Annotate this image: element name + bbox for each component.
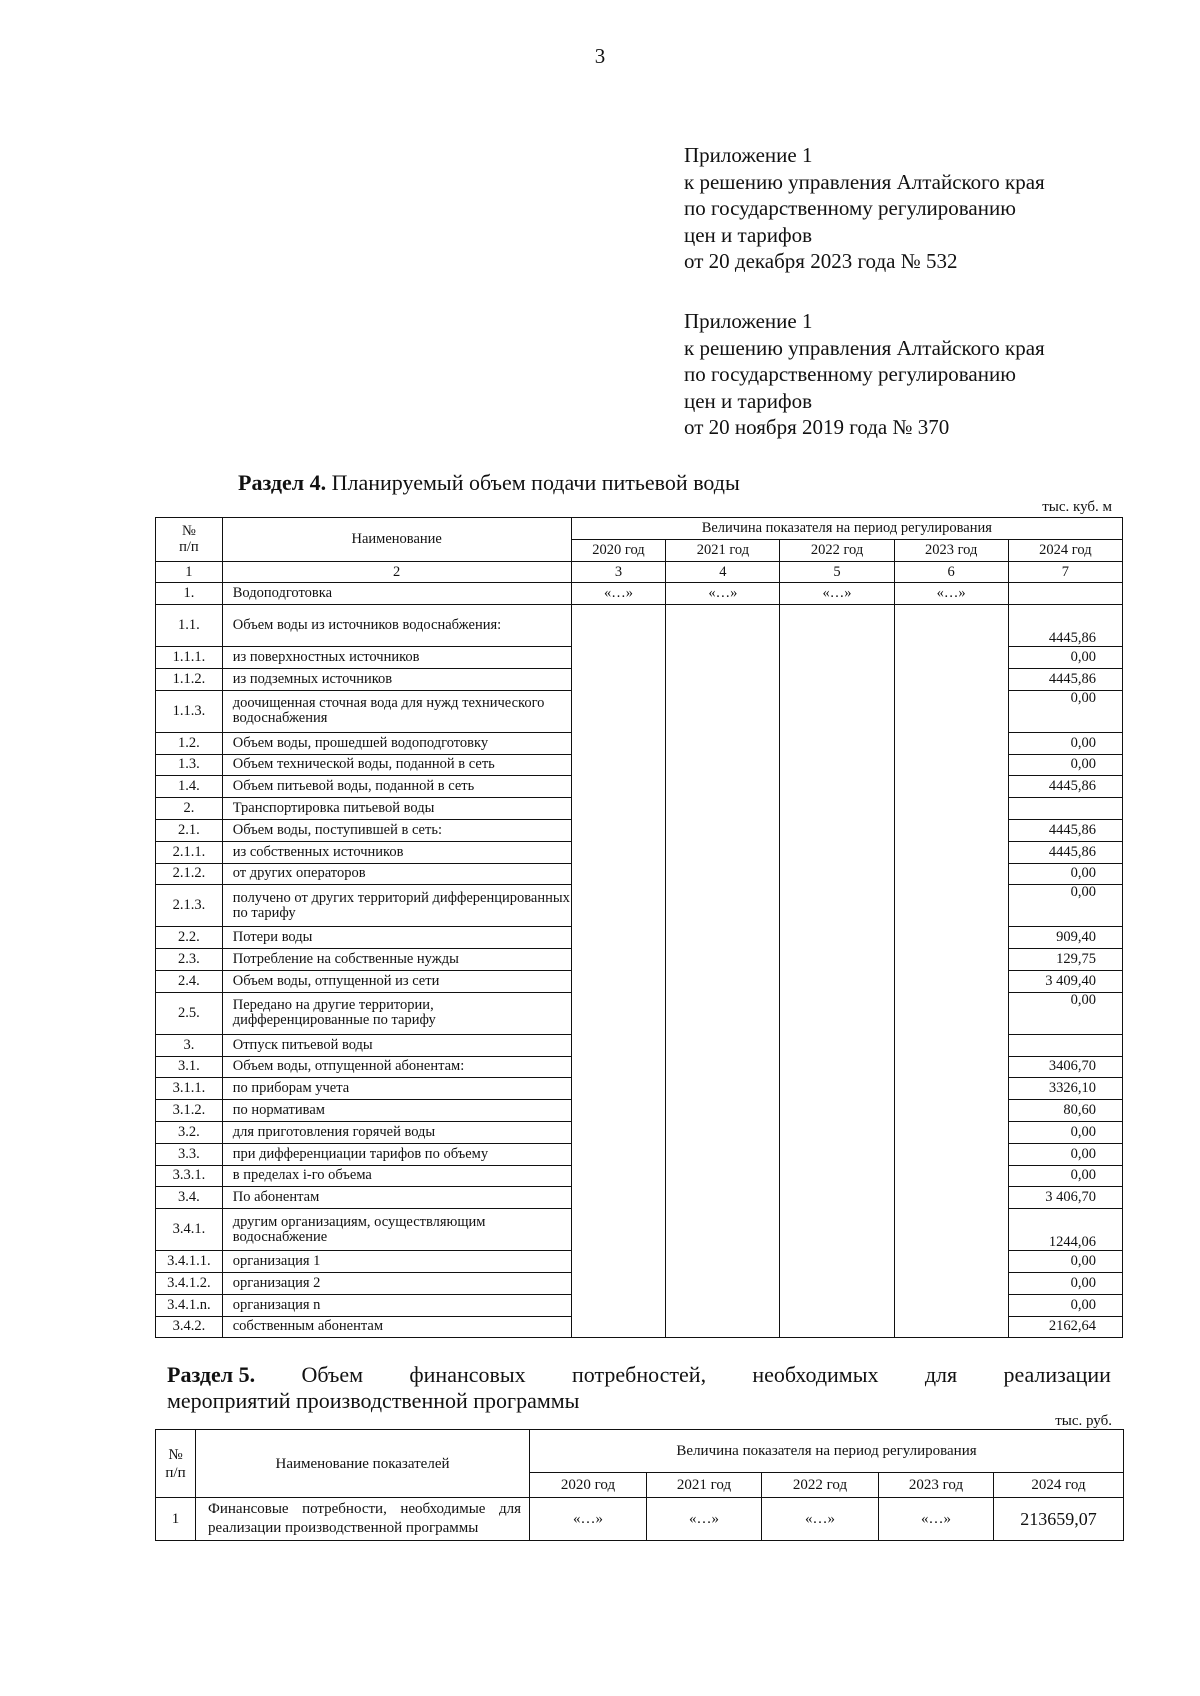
row-value: 213659,07: [994, 1498, 1124, 1541]
section-5-title-word: финансовых: [409, 1362, 526, 1387]
row-name: получено от других территорий дифференцированных по тарифу: [222, 885, 571, 927]
empty-year-column: [666, 605, 780, 1338]
row-no: 2.: [156, 798, 223, 820]
column-number: 4: [666, 561, 780, 583]
row-name: при дифференциации тарифов по объему: [222, 1143, 571, 1165]
row-value-2024: 4445,86: [1008, 819, 1122, 841]
row-no: 3.4.1.: [156, 1209, 223, 1251]
row-no: 3.3.: [156, 1143, 223, 1165]
section-5-title-word: для: [924, 1362, 958, 1387]
row-name: из подземных источников: [222, 668, 571, 690]
appendix-line: к решению управления Алтайского края: [684, 335, 1045, 360]
row-no: 3.4.1.1.: [156, 1251, 223, 1273]
column-number: 1: [156, 561, 223, 583]
table-row: [156, 583, 1123, 605]
row-name: Отпуск питьевой воды: [222, 1034, 571, 1056]
row-value-2024: 0,00: [1008, 1165, 1122, 1187]
row-name: Транспортировка питьевой воды: [222, 798, 571, 820]
row-value-2024: 4445,86: [1008, 776, 1122, 798]
column-number: 2: [222, 561, 571, 583]
row-name: по нормативам: [222, 1100, 571, 1122]
row-value-2024: 0,00: [1008, 1272, 1122, 1294]
row-value-2024: 0,00: [1008, 754, 1122, 776]
row-no: 3.4.2.: [156, 1316, 223, 1338]
section-4-title-text: Планируемый объем подачи питьевой воды: [326, 470, 740, 495]
row-no: 1.3.: [156, 754, 223, 776]
row-name: Финансовые потребности, необходимые для реализации производственной программы: [196, 1498, 530, 1541]
row-name: доочищенная сточная вода для нужд технического водоснабжения: [222, 690, 571, 732]
header-group: Величина показателя на период регулирования: [530, 1430, 1124, 1473]
row-value-2024: 3 406,70: [1008, 1187, 1122, 1209]
row-value-2024: 129,75: [1008, 949, 1122, 971]
row-name: другим организациям, осуществляющим водоснабжение: [222, 1209, 571, 1251]
appendix-line: цен и тарифов: [684, 222, 813, 247]
row-value-2024: 4445,86: [1008, 605, 1122, 647]
row-name: организация 1: [222, 1251, 571, 1273]
row-name: организация n: [222, 1294, 571, 1316]
row-name: в пределах i-го объема: [222, 1165, 571, 1187]
row-name: Объем воды из источников водоснабжения:: [222, 605, 571, 647]
section-4-title-bold: Раздел 4.: [238, 470, 327, 495]
row-value: «…»: [530, 1498, 647, 1541]
header-year: 2020 год: [571, 539, 666, 561]
empty-year-column: [780, 605, 894, 1338]
appendix-current-reference: [684, 142, 1045, 275]
section-5-title-word: потребностей,: [572, 1362, 707, 1387]
appendix-line: по государственному регулированию: [684, 196, 1016, 220]
column-number: 3: [571, 561, 666, 583]
row-no: 2.1.: [156, 819, 223, 841]
row-value: «…»: [879, 1498, 994, 1541]
section-4-table: [155, 517, 1123, 1338]
section-5-title-word: Объем: [301, 1362, 364, 1387]
row-name: для приготовления горячей воды: [222, 1121, 571, 1143]
section-5-title: [167, 1362, 1111, 1414]
appendix-line: к решению управления Алтайского края: [684, 169, 1045, 194]
row-no: 3.3.1.: [156, 1165, 223, 1187]
row-no: 1.1.2.: [156, 668, 223, 690]
row-name: Объем питьевой воды, поданной в сеть: [222, 776, 571, 798]
section-5-title-bold: Раздел 5.: [167, 1362, 256, 1387]
row-name: Объем воды, отпущенной абонентам:: [222, 1056, 571, 1078]
row-value-2024: 0,00: [1008, 647, 1122, 669]
section-4-units: тыс. куб. м: [1042, 499, 1112, 515]
row-value-2024: [1008, 1034, 1122, 1056]
row-name: Передано на другие территории, дифференцированные по тарифу: [222, 992, 571, 1034]
row-name: Потребление на собственные нужды: [222, 949, 571, 971]
row-value-2024: 0,00: [1008, 863, 1122, 885]
table-row: [156, 605, 1123, 647]
row-no: 3.1.: [156, 1056, 223, 1078]
empty-year-column: [894, 605, 1008, 1338]
row-name: организация 2: [222, 1272, 571, 1294]
section-5-title-word: необходимых: [752, 1362, 879, 1387]
row-value-2024: [1008, 583, 1122, 605]
header-year: 2021 год: [647, 1473, 762, 1498]
row-value-2024: 0,00: [1008, 1143, 1122, 1165]
section-5-title-line-1: [167, 1362, 1111, 1388]
section-5-title-word: реализации: [1003, 1362, 1111, 1387]
row-value-2024: 4445,86: [1008, 668, 1122, 690]
appendix-line: от 20 декабря 2023 года № 532: [684, 249, 958, 273]
row-value-2024: 2162,64: [1008, 1316, 1122, 1338]
column-number: 6: [894, 561, 1008, 583]
row-no: 1.4.: [156, 776, 223, 798]
row-no: 3.2.: [156, 1121, 223, 1143]
row-value-placeholder: «…»: [894, 583, 1008, 605]
row-value-placeholder: «…»: [780, 583, 894, 605]
appendix-line: Приложение 1: [684, 143, 813, 167]
header-year: 2024 год: [994, 1473, 1124, 1498]
row-value-2024: 0,00: [1008, 1294, 1122, 1316]
row-no: 3.4.1.n.: [156, 1294, 223, 1316]
row-name: По абонентам: [222, 1187, 571, 1209]
row-no: 1.1.: [156, 605, 223, 647]
row-name: Водоподготовка: [222, 583, 571, 605]
row-value-2024: 3 409,40: [1008, 970, 1122, 992]
header-no: № п/п: [156, 1430, 196, 1498]
row-value-2024: 0,00: [1008, 885, 1122, 927]
row-no: 3.1.1.: [156, 1078, 223, 1100]
header-year: 2022 год: [762, 1473, 879, 1498]
row-no: 1.1.3.: [156, 690, 223, 732]
row-value-2024: 0,00: [1008, 690, 1122, 732]
page-number: 3: [594, 44, 606, 68]
row-no: 3.: [156, 1034, 223, 1056]
row-no: 2.4.: [156, 970, 223, 992]
row-value-2024: [1008, 798, 1122, 820]
row-value-2024: 0,00: [1008, 1251, 1122, 1273]
section-4-table-body: [156, 583, 1123, 1338]
row-name: Объем воды, прошедшей водоподготовку: [222, 732, 571, 754]
row-name: от других операторов: [222, 863, 571, 885]
row-no: 1.1.1.: [156, 647, 223, 669]
column-number: 7: [1008, 561, 1122, 583]
row-value-2024: 0,00: [1008, 1121, 1122, 1143]
header-name: Наименование показателей: [196, 1430, 530, 1498]
header-year: 2021 год: [666, 539, 780, 561]
row-no: 1: [156, 1498, 196, 1541]
appendix-line: цен и тарифов: [684, 388, 813, 413]
row-name: из поверхностных источников: [222, 647, 571, 669]
header-name: Наименование: [222, 518, 571, 562]
row-value-2024: 1244,06: [1008, 1209, 1122, 1251]
appendix-line: Приложение 1: [684, 309, 813, 333]
section-5-units: тыс. руб.: [1055, 1413, 1112, 1429]
header-group: Величина показателя на период регулирования: [571, 518, 1122, 540]
row-name: Объем воды, отпущенной из сети: [222, 970, 571, 992]
row-no: 2.5.: [156, 992, 223, 1034]
row-name: из собственных источников: [222, 841, 571, 863]
row-no: 1.: [156, 583, 223, 605]
appendix-line: по государственному регулированию: [684, 362, 1016, 386]
row-value: «…»: [647, 1498, 762, 1541]
header-year: 2023 год: [879, 1473, 994, 1498]
row-no: 3.4.: [156, 1187, 223, 1209]
header-year: 2020 год: [530, 1473, 647, 1498]
row-value-2024: 4445,86: [1008, 841, 1122, 863]
empty-year-column: [571, 605, 666, 1338]
row-name: Потери воды: [222, 927, 571, 949]
row-value-2024: 3326,10: [1008, 1078, 1122, 1100]
column-number: 5: [780, 561, 894, 583]
header-year: 2023 год: [894, 539, 1008, 561]
row-value: «…»: [762, 1498, 879, 1541]
row-value-2024: 0,00: [1008, 992, 1122, 1034]
row-value-2024: 3406,70: [1008, 1056, 1122, 1078]
row-no: 3.4.1.2.: [156, 1272, 223, 1294]
header-no: № п/п: [156, 518, 223, 562]
row-no: 2.1.2.: [156, 863, 223, 885]
row-name: Объем технической воды, поданной в сеть: [222, 754, 571, 776]
row-value-2024: 909,40: [1008, 927, 1122, 949]
appendix-previous-reference: [684, 308, 1045, 441]
row-no: 2.3.: [156, 949, 223, 971]
row-no: 2.2.: [156, 927, 223, 949]
row-value-2024: 0,00: [1008, 732, 1122, 754]
row-no: 2.1.3.: [156, 885, 223, 927]
header-year: 2024 год: [1008, 539, 1122, 561]
row-value-placeholder: «…»: [666, 583, 780, 605]
section-4-title: [238, 470, 740, 496]
row-name: собственным абонентам: [222, 1316, 571, 1338]
row-value-placeholder: «…»: [571, 583, 666, 605]
row-no: 1.2.: [156, 732, 223, 754]
section-5-title-line-2: мероприятий производственной программы: [167, 1388, 580, 1413]
row-value-2024: 80,60: [1008, 1100, 1122, 1122]
row-no: 2.1.1.: [156, 841, 223, 863]
header-year: 2022 год: [780, 539, 894, 561]
section-5-table: [155, 1429, 1124, 1541]
row-no: 3.1.2.: [156, 1100, 223, 1122]
table-row: [156, 1498, 1124, 1541]
row-name: Объем воды, поступившей в сеть:: [222, 819, 571, 841]
row-name: по приборам учета: [222, 1078, 571, 1100]
appendix-line: от 20 ноября 2019 года № 370: [684, 415, 950, 439]
